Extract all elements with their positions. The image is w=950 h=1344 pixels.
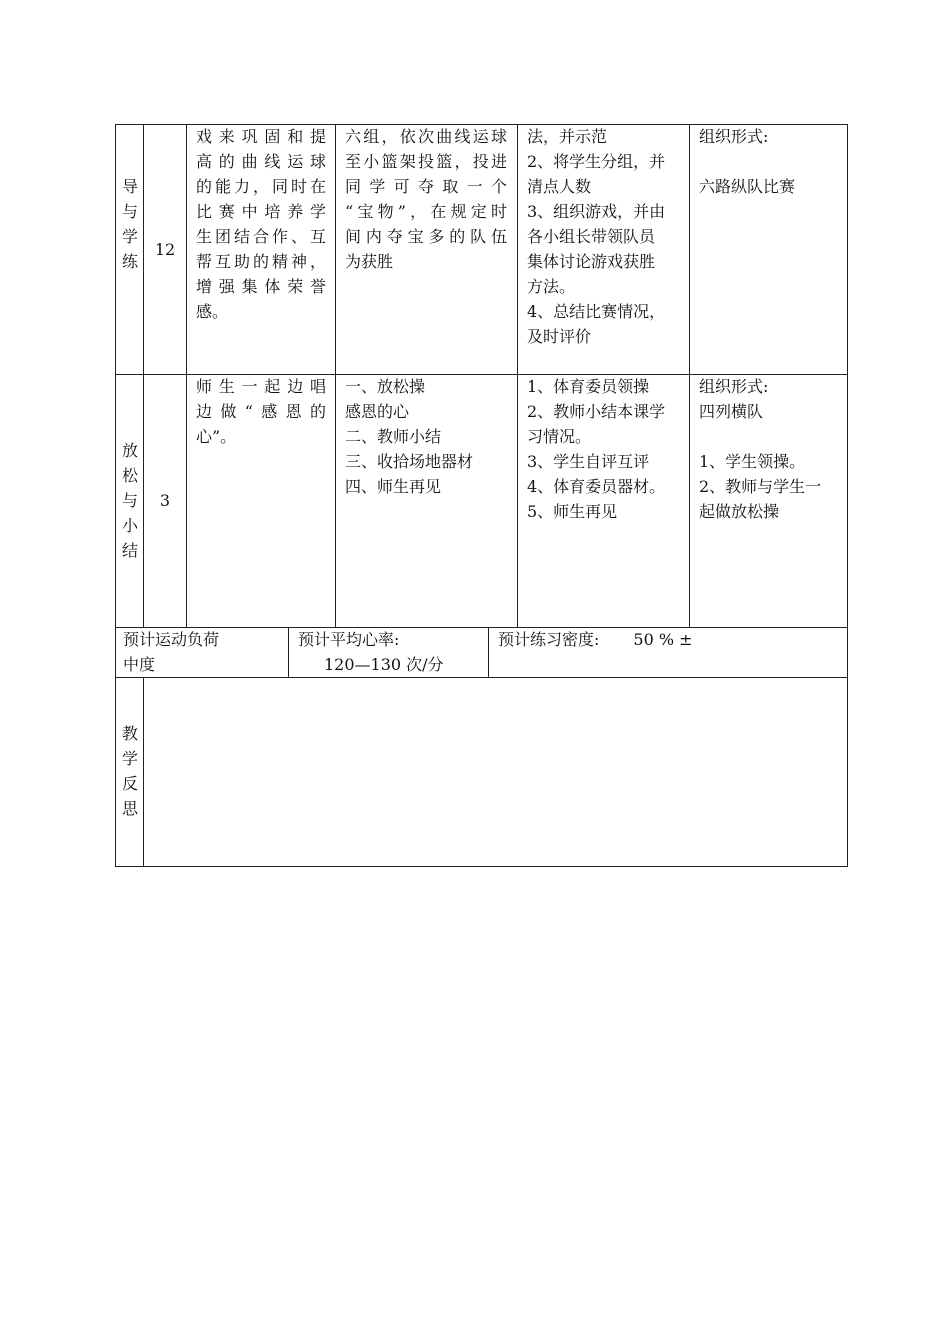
summary-divider-2 [488, 627, 489, 678]
col-divider-label [143, 124, 144, 627]
method-line: 方法。 [527, 277, 576, 296]
content-line: 间内夺宝多的队伍 [345, 227, 507, 246]
content-line: “宝物”，在规定时 [345, 202, 507, 221]
section2-organization [699, 374, 844, 524]
practice-density-line [498, 627, 838, 652]
practice-density-value: 50 % ± [633, 630, 693, 649]
content-line: 感恩的心 [345, 402, 410, 421]
org-step: 2、教师与学生一 [699, 477, 822, 496]
section2-label-char: 放 [121, 441, 138, 460]
content-line: 同学可夺取一个 [345, 177, 507, 196]
section2-minutes: 3 [159, 491, 171, 510]
org-formation: 四列横队 [699, 402, 764, 421]
goal-line: 心”。 [196, 427, 237, 446]
section1-label-char: 练 [121, 252, 138, 271]
org-spacer [699, 149, 844, 174]
goal-line: 感。 [196, 302, 229, 321]
section2-label [120, 438, 140, 563]
method-line: 集体讨论游戏获胜 [527, 252, 656, 271]
reflection-label [120, 721, 140, 821]
table-border-bottom [115, 866, 848, 867]
goal-line: 的能力，同时在 [196, 177, 326, 196]
method-line: 及时评价 [527, 327, 592, 346]
section2-label-char: 松 [121, 466, 138, 485]
method-line: 4、总结比赛情况， [527, 302, 666, 321]
col-divider-method [689, 124, 690, 627]
practice-density-label: 预计练习密度: [498, 630, 600, 649]
org-step: 起做放松操 [699, 502, 780, 521]
reflection-label-char: 反 [121, 774, 138, 793]
method-line: 2、将学生分组，并 [527, 152, 666, 171]
reflection-content-area[interactable] [145, 679, 846, 865]
heart-rate-value: 120—130 次/分 [324, 655, 444, 674]
exercise-load-label: 预计运动负荷 [123, 630, 220, 649]
section2-label-char: 结 [121, 541, 138, 560]
summary-divider-1 [288, 627, 289, 678]
method-line: 清点人数 [527, 177, 592, 196]
section1-minutes: 12 [154, 240, 176, 259]
section2-goal [196, 374, 326, 449]
exercise-load-value: 中度 [123, 655, 156, 674]
section1-label-char: 与 [121, 202, 138, 221]
method-line: 4、体育委员器材。 [527, 477, 666, 496]
section2-method [527, 374, 682, 524]
table-border-right [847, 124, 848, 867]
section1-label-char: 导 [121, 177, 138, 196]
content-line: 至小篮架投篮，投进 [345, 152, 507, 171]
org-title: 组织形式: [699, 377, 769, 396]
content-line: 一、放松操 [345, 377, 426, 396]
org-step: 1、学生领操。 [699, 452, 806, 471]
method-line: 3、组织游戏，并由 [527, 202, 666, 221]
section2-label-char: 小 [121, 516, 138, 535]
content-line: 三、收拾场地器材 [345, 452, 474, 471]
org-detail: 六路纵队比赛 [699, 177, 796, 196]
method-line: 5、师生再见 [527, 502, 618, 521]
method-line: 2、教师小结本课学 [527, 402, 666, 421]
method-line: 法，并示范 [527, 127, 608, 146]
heart-rate-label: 预计平均心率: [298, 630, 400, 649]
col-divider-content [517, 124, 518, 627]
practice-density [498, 627, 838, 652]
section1-goal [196, 124, 326, 324]
method-line: 习情况。 [527, 427, 592, 446]
content-line: 二、教师小结 [345, 427, 442, 446]
content-line: 四、师生再见 [345, 477, 442, 496]
reflection-label-char: 学 [121, 749, 138, 768]
table-border-left [115, 124, 116, 867]
goal-line: 师生一起边唱 [196, 377, 326, 396]
goal-line: 生团结合作、互 [196, 227, 326, 246]
method-line: 3、学生自评互评 [527, 452, 650, 471]
row-divider-3 [115, 677, 848, 678]
exercise-load [123, 627, 283, 677]
section1-label-char: 学 [121, 227, 138, 246]
goal-line: 帮互助的精神， [196, 252, 326, 271]
reflection-label-char: 思 [121, 799, 138, 818]
heart-rate [298, 627, 483, 677]
section1-organization [699, 124, 844, 199]
section1-content [345, 124, 507, 274]
col-divider-minutes [186, 124, 187, 627]
col-divider-goal [335, 124, 336, 627]
goal-line: 边做“感恩的 [196, 402, 326, 421]
goal-line: 增强集体荣誉 [196, 277, 326, 296]
reflection-label-char: 教 [121, 724, 138, 743]
goal-line: 比赛中培养学 [196, 202, 326, 221]
org-title: 组织形式: [699, 127, 769, 146]
org-spacer [699, 424, 844, 449]
section2-label-char: 与 [121, 491, 138, 510]
goal-line: 戏来巩固和提 [196, 127, 326, 146]
method-line: 各小组长带领队员 [527, 227, 656, 246]
content-line: 为获胜 [345, 252, 394, 271]
goal-line: 高的曲线运球 [196, 152, 326, 171]
section2-content [345, 374, 510, 499]
method-line: 1、体育委员领操 [527, 377, 650, 396]
section1-label [120, 174, 140, 274]
reflection-divider [143, 677, 144, 867]
section1-method [527, 124, 682, 349]
content-line: 六组，依次曲线运球 [345, 127, 507, 146]
